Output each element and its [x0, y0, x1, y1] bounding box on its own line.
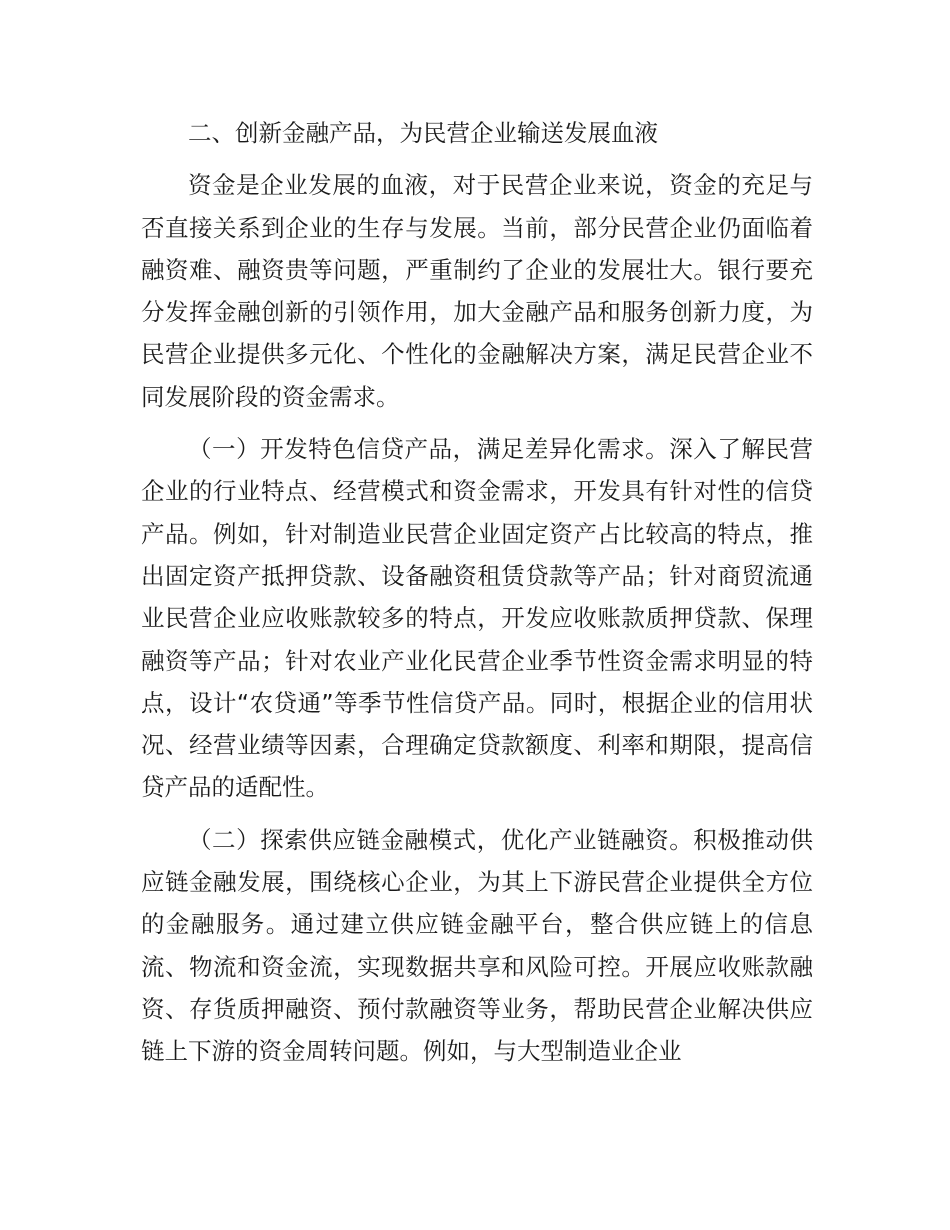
paragraph-intro: 资金是企业发展的血液，对于民营企业来说，资金的充足与否直接关系到企业的生存与发展。当前，部分民营企业仍面临着融资难、融资贵等问题，严重制约了企业的发展壮大。银行要充分发挥金融创新的引领作用，加大金融产品和服务创新力度，为民营企业提供多元化、个性化的金融解决方案，满足民营企业不同发展阶段的资金需求。: [141, 171, 813, 411]
paragraph-supply-chain: （二）探索供应链金融模式，优化产业链融资。积极推动供应链金融发展，围绕核心企业，为其上下游民营企业提供全方位的金融服务。通过建立供应链金融平台，整合供应链上的信息流、物流和资金流，实现数据共享和风险可控。开展应收账款融资、存货质押融资、预付款融资等业务，帮助民营企业解决供应链上下游的资金周转问题。例如，与大型制造业企业: [141, 825, 813, 1066]
section-heading: 二、创新金融产品，为民营企业输送发展血液: [188, 119, 658, 147]
document-body: [141, 112, 813, 1083]
paragraph-credit-products: （一）开发特色信贷产品，满足差异化需求。深入了解民营企业的行业特点、经营模式和资金需求，开发具有针对性的信贷产品。例如，针对制造业民营企业固定资产占比较高的特点，推出固定资产抵押贷款、设备融资租赁贷款等产品；针对商贸流通业民营企业应收账款较多的特点，开发应收账款质押贷款、保理融资等产品；针对农业产业化民营企业季节性资金需求明显的特点，设计“农贷通”等季节性信贷产品。同时，根据企业的信用状况、经营业绩等因素，合理确定贷款额度、利率和期限，提高信贷产品的适配性。: [141, 435, 813, 802]
